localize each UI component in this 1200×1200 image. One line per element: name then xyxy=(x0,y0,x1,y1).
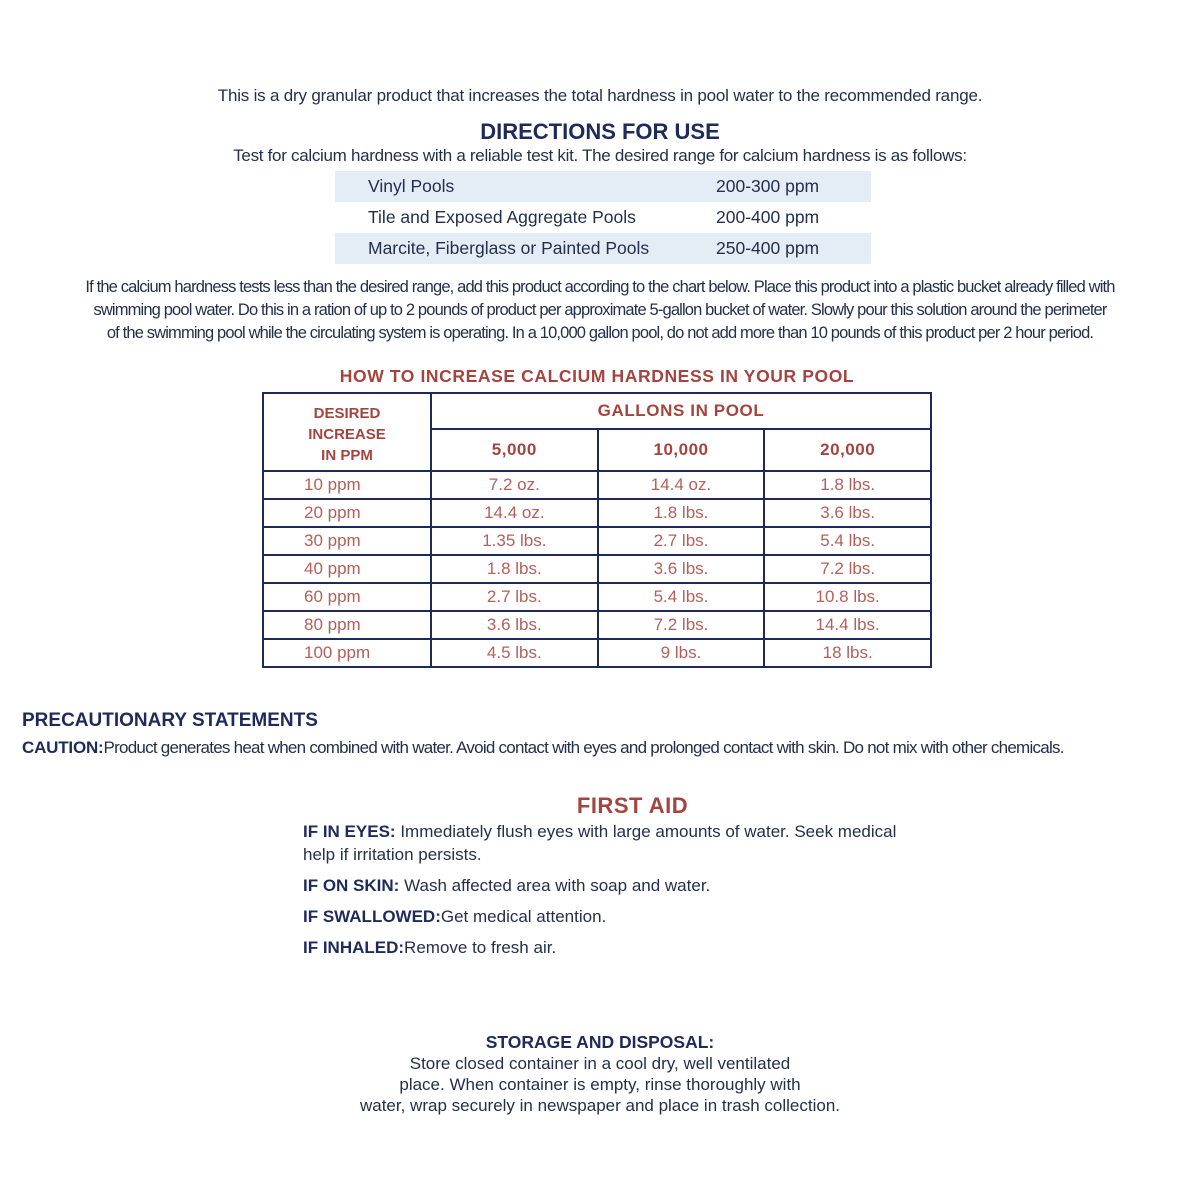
hardness-range-table xyxy=(335,171,871,264)
skin-label: IF ON SKIN: xyxy=(303,876,400,895)
precautionary-title: PRECAUTIONARY STATEMENTS xyxy=(22,710,318,731)
ppm-cell: 10 ppm xyxy=(263,471,431,499)
skin-text: Wash affected area with soap and water. xyxy=(404,876,711,895)
table-row xyxy=(263,583,931,611)
eyes-text-continued: help if irritation persists. xyxy=(303,845,482,864)
dose-cell: 1.8 lbs. xyxy=(598,499,765,527)
range-row xyxy=(335,171,871,202)
desired-header-line: INCREASE xyxy=(308,425,386,443)
storage-line: place. When container is empty, rinse thoroughly with xyxy=(399,1075,801,1094)
eyes-label: IF IN EYES: xyxy=(303,822,396,841)
table-row xyxy=(263,499,931,527)
swallowed-label: IF SWALLOWED: xyxy=(303,907,441,926)
directions-subtitle: Test for calcium hardness with a reliable test kit. The desired range for calcium hardness is as follows: xyxy=(233,146,967,165)
desired-increase-header xyxy=(263,393,431,471)
dose-cell: 10.8 lbs. xyxy=(764,583,931,611)
ppm-cell: 80 ppm xyxy=(263,611,431,639)
column-header-20000: 20,000 xyxy=(764,429,931,471)
dose-cell: 7.2 oz. xyxy=(431,471,598,499)
inhaled-label: IF INHALED: xyxy=(303,938,405,957)
ppm-cell: 20 ppm xyxy=(263,499,431,527)
dosage-chart-title: HOW TO INCREASE CALCIUM HARDNESS IN YOUR POOL xyxy=(339,366,855,386)
table-row xyxy=(263,527,931,555)
dose-cell: 14.4 lbs. xyxy=(764,611,931,639)
dose-cell: 3.6 lbs. xyxy=(598,555,765,583)
dose-cell: 14.4 oz. xyxy=(598,471,765,499)
range-pool-type: Tile and Exposed Aggregate Pools xyxy=(368,207,636,227)
first-aid-title: FIRST AID xyxy=(576,793,689,818)
storage-title: STORAGE AND DISPOSAL: xyxy=(485,1032,715,1052)
intro-text: This is a dry granular product that increases the total hardness in pool water to the recommended range. xyxy=(217,86,983,105)
dose-cell: 3.6 lbs. xyxy=(431,611,598,639)
instruction-line: swimming pool water. Do this in a ration of up to 2 pounds of product per approximate 5-gallon bucket of water. Slowly pour this solution around the perimeter xyxy=(93,301,1107,319)
table-row xyxy=(263,471,931,499)
ppm-cell: 60 ppm xyxy=(263,583,431,611)
caution-label: CAUTION: xyxy=(22,738,104,757)
dose-cell: 3.6 lbs. xyxy=(764,499,931,527)
dosage-chart xyxy=(262,392,932,668)
storage-line: Store closed container in a cool dry, well ventilated xyxy=(409,1054,791,1073)
desired-header-line: IN PPM xyxy=(321,446,373,464)
dose-cell: 18 lbs. xyxy=(764,639,931,667)
directions-title: DIRECTIONS FOR USE xyxy=(480,119,720,144)
first-aid-inhaled xyxy=(303,936,983,959)
column-header-10000: 10,000 xyxy=(598,429,765,471)
range-pool-type: Marcite, Fiberglass or Painted Pools xyxy=(335,233,716,264)
dose-cell: 2.7 lbs. xyxy=(598,527,765,555)
dose-cell: 1.35 lbs. xyxy=(431,527,598,555)
first-aid-skin xyxy=(303,874,983,897)
column-header-5000: 5,000 xyxy=(431,429,598,471)
caution-statement xyxy=(22,738,1064,758)
dose-cell: 14.4 oz. xyxy=(431,499,598,527)
desired-header-line: DESIRED xyxy=(313,404,381,422)
range-value: 200-400 ppm xyxy=(716,207,820,227)
storage-line: water, wrap securely in newspaper and place in trash collection. xyxy=(359,1096,841,1115)
dose-cell: 5.4 lbs. xyxy=(598,583,765,611)
dose-cell: 1.8 lbs. xyxy=(764,471,931,499)
dose-cell: 2.7 lbs. xyxy=(431,583,598,611)
eyes-text: Immediately flush eyes with large amounts of water. Seek medical xyxy=(400,822,897,841)
inhaled-text: Remove to fresh air. xyxy=(404,938,557,957)
swallowed-text: Get medical attention. xyxy=(440,907,607,926)
dose-cell: 7.2 lbs. xyxy=(598,611,765,639)
dose-cell: 9 lbs. xyxy=(598,639,765,667)
table-row xyxy=(263,611,931,639)
table-row xyxy=(263,639,931,667)
range-value: 200-300 ppm xyxy=(716,171,871,202)
table-row xyxy=(263,555,931,583)
ppm-cell: 100 ppm xyxy=(263,639,431,667)
storage-body xyxy=(0,1053,1200,1116)
range-pool-type: Vinyl Pools xyxy=(335,171,716,202)
range-value: 250-400 ppm xyxy=(716,233,871,264)
dose-cell: 4.5 lbs. xyxy=(431,639,598,667)
ppm-cell: 40 ppm xyxy=(263,555,431,583)
instruction-line: of the swimming pool while the circulating system is operating. In a 10,000 gallon pool, do not add more than 10 pounds of this product per 2 hour period. xyxy=(106,324,1094,342)
ppm-cell: 30 ppm xyxy=(263,527,431,555)
first-aid-eyes xyxy=(303,820,983,866)
first-aid-swallowed xyxy=(303,905,983,928)
caution-text: Product generates heat when combined with water. Avoid contact with eyes and prolonged contact with skin. Do not mix with other chemicals. xyxy=(103,738,1064,757)
range-row xyxy=(335,233,871,264)
dose-cell: 7.2 lbs. xyxy=(764,555,931,583)
directions-instructions xyxy=(0,276,1200,345)
range-row xyxy=(335,202,871,233)
gallons-header: GALLONS IN POOL xyxy=(431,393,931,429)
instruction-line: If the calcium hardness tests less than the desired range, add this product according to the chart below. Place this product into a plastic bucket already filled with xyxy=(85,278,1115,296)
dose-cell: 1.8 lbs. xyxy=(431,555,598,583)
dose-cell: 5.4 lbs. xyxy=(764,527,931,555)
